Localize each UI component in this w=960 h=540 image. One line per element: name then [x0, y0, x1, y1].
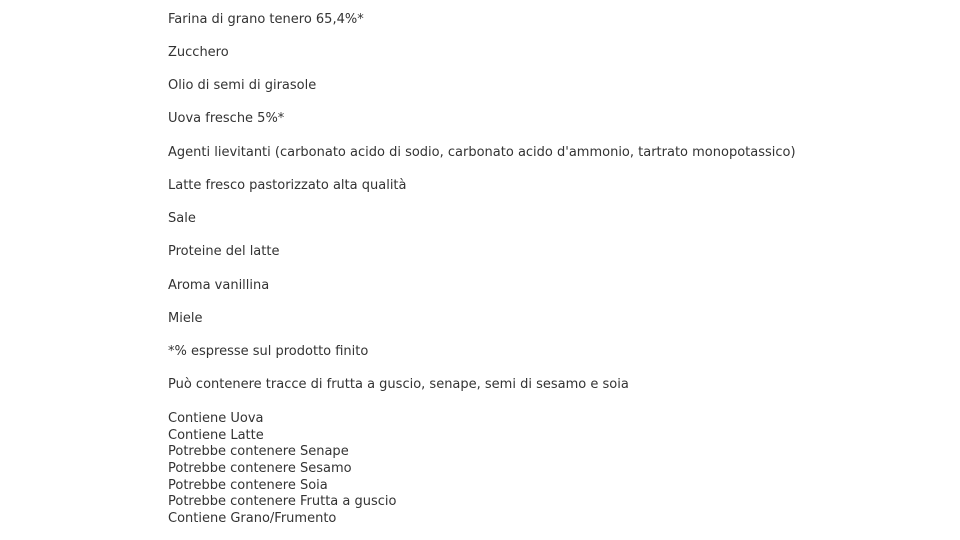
allergen-item: Contiene Uova	[168, 411, 264, 426]
allergen-list	[168, 411, 396, 528]
traces-note: Può contenere tracce di frutta a guscio, senape, semi di sesamo e soia	[168, 377, 629, 392]
allergen-item: Potrebbe contenere Senape	[168, 444, 349, 460]
ingredient-item: Uova fresche 5%*	[168, 111, 285, 126]
ingredient-item: Agenti lievitanti (carbonato acido di sodio, carbonato acido d'ammonio, tartrato monopotassico)	[168, 145, 796, 160]
ingredient-item: Zucchero	[168, 45, 229, 60]
ingredient-item: Proteine del latte	[168, 244, 280, 259]
ingredient-item: Olio di semi di girasole	[168, 78, 317, 93]
allergen-item: Potrebbe contenere Soia	[168, 477, 328, 493]
percentage-note: *% espresse sul prodotto finito	[168, 344, 369, 359]
allergen-item: Potrebbe contenere Frutta a guscio	[168, 494, 397, 510]
ingredient-item: Farina di grano tenero 65,4%*	[168, 12, 364, 27]
ingredient-item: Aroma vanillina	[168, 278, 270, 293]
ingredient-item: Sale	[168, 211, 196, 226]
ingredient-item: Latte fresco pastorizzato alta qualità	[168, 178, 407, 193]
allergen-item: Contiene Latte	[168, 427, 264, 443]
ingredient-item: Miele	[168, 311, 203, 326]
allergen-item: Potrebbe contenere Sesamo	[168, 461, 352, 477]
allergen-item: Contiene Grano/Frumento	[168, 511, 337, 527]
